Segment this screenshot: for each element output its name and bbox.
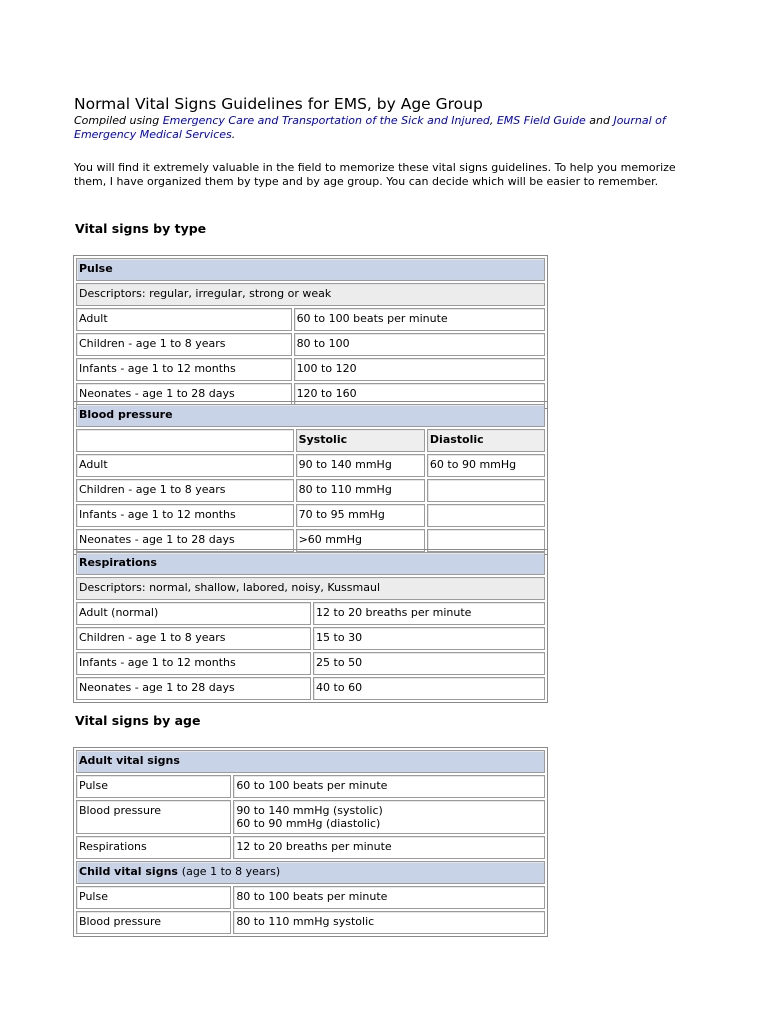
- row-value: 60 to 100 beats per minute: [294, 308, 545, 331]
- table-row: [76, 750, 545, 773]
- row-value: 40 to 60: [313, 677, 545, 700]
- table-row: [76, 404, 545, 427]
- vital-signs-by-type-table: [73, 255, 548, 409]
- row-value: 12 to 20 breaths per minute: [233, 836, 545, 859]
- page-title: Normal Vital Signs Guidelines for EMS, by Age Group: [74, 95, 483, 113]
- section-heading-by-age: Vital signs by age: [75, 713, 201, 728]
- bp-diastolic-line: 60 to 90 mmHg (diastolic): [236, 817, 381, 830]
- row-diastolic: [427, 504, 545, 527]
- row-label: Adult: [76, 454, 294, 477]
- table-row: [76, 479, 545, 502]
- link-ems-field-guide[interactable]: EMS Field Guide: [496, 114, 586, 127]
- table-row: [76, 358, 545, 381]
- compiled-sep: ,: [489, 114, 494, 127]
- link-journal-ems[interactable]: Journal of Emergency Medical Services: [74, 114, 666, 141]
- table-row: [76, 283, 545, 306]
- resp-descriptors: Descriptors: normal, shallow, labored, noisy, Kussmaul: [76, 577, 545, 600]
- row-label: Children - age 1 to 8 years: [76, 479, 294, 502]
- row-value: 100 to 120: [294, 358, 545, 381]
- row-diastolic: [427, 479, 545, 502]
- row-label: Infants - age 1 to 12 months: [76, 652, 311, 675]
- resp-header: Respirations: [76, 552, 545, 575]
- bp-diastolic-header: Diastolic: [427, 429, 545, 452]
- row-systolic: 90 to 140 mmHg: [296, 454, 425, 477]
- pulse-descriptors: Descriptors: regular, irregular, strong or weak: [76, 283, 545, 306]
- table-row: [76, 800, 545, 834]
- link-emergency-care[interactable]: Emergency Care and Transportation of the Sick and Injured: [162, 114, 490, 127]
- child-vitals-header: [76, 861, 545, 884]
- child-vitals-title: Child vital signs: [79, 865, 178, 878]
- table-row: [76, 577, 545, 600]
- row-label: Infants - age 1 to 12 months: [76, 358, 292, 381]
- table-row: [76, 258, 545, 281]
- section-heading-by-type: Vital signs by type: [75, 221, 207, 236]
- row-label: Children - age 1 to 8 years: [76, 333, 292, 356]
- respirations-table: [73, 549, 548, 703]
- table-row: [76, 886, 545, 909]
- row-label: Children - age 1 to 8 years: [76, 627, 311, 650]
- row-value: 120 to 160: [294, 383, 545, 406]
- row-value: 12 to 20 breaths per minute: [313, 602, 545, 625]
- bp-systolic-header: Systolic: [296, 429, 425, 452]
- blood-pressure-table: [73, 401, 548, 555]
- row-label: Blood pressure: [76, 911, 231, 934]
- row-value: 60 to 100 beats per minute: [233, 775, 545, 798]
- compiled-and: and: [589, 114, 610, 127]
- row-label: Neonates - age 1 to 28 days: [76, 529, 294, 552]
- table-row: [76, 552, 545, 575]
- row-value: [233, 800, 545, 834]
- row-label: Infants - age 1 to 12 months: [76, 504, 294, 527]
- table-row: [76, 308, 545, 331]
- bp-systolic-line: 90 to 140 mmHg (systolic): [236, 804, 383, 817]
- row-label: Neonates - age 1 to 28 days: [76, 677, 311, 700]
- pulse-header: Pulse: [76, 258, 545, 281]
- table-row: [76, 836, 545, 859]
- bp-empty-cell: [76, 429, 294, 452]
- child-vitals-age-note: (age 1 to 8 years): [181, 865, 281, 878]
- row-label: Respirations: [76, 836, 231, 859]
- bp-header: Blood pressure: [76, 404, 545, 427]
- row-value: 25 to 50: [313, 652, 545, 675]
- row-label: Blood pressure: [76, 800, 231, 834]
- compiled-prefix: Compiled using: [74, 114, 160, 127]
- table-row: [76, 333, 545, 356]
- row-label: Pulse: [76, 775, 231, 798]
- row-value: 80 to 100 beats per minute: [233, 886, 545, 909]
- intro-paragraph: You will find it extremely valuable in the field to memorize these vital signs guidelines. To help you memorize them, I have organized them by type and by age group. You can decide which will be easier to remember.: [74, 161, 676, 188]
- compiled-using-line: [74, 114, 714, 142]
- table-row: [76, 504, 545, 527]
- table-row: [76, 677, 545, 700]
- table-row: [76, 627, 545, 650]
- compiled-end: .: [231, 128, 236, 141]
- row-systolic: >60 mmHg: [296, 529, 425, 552]
- vital-signs-by-age-table: [73, 747, 548, 937]
- row-value: 80 to 110 mmHg systolic: [233, 911, 545, 934]
- row-value: 15 to 30: [313, 627, 545, 650]
- row-label: Neonates - age 1 to 28 days: [76, 383, 292, 406]
- table-row: [76, 429, 545, 452]
- table-row: [76, 861, 545, 884]
- table-row: [76, 602, 545, 625]
- adult-vitals-header: Adult vital signs: [76, 750, 545, 773]
- row-systolic: 70 to 95 mmHg: [296, 504, 425, 527]
- table-row: [76, 775, 545, 798]
- row-label: Adult (normal): [76, 602, 311, 625]
- row-diastolic: 60 to 90 mmHg: [427, 454, 545, 477]
- table-row: [76, 454, 545, 477]
- row-label: Adult: [76, 308, 292, 331]
- row-value: 80 to 100: [294, 333, 545, 356]
- table-row: [76, 911, 545, 934]
- row-label: Pulse: [76, 886, 231, 909]
- row-systolic: 80 to 110 mmHg: [296, 479, 425, 502]
- table-row: [76, 652, 545, 675]
